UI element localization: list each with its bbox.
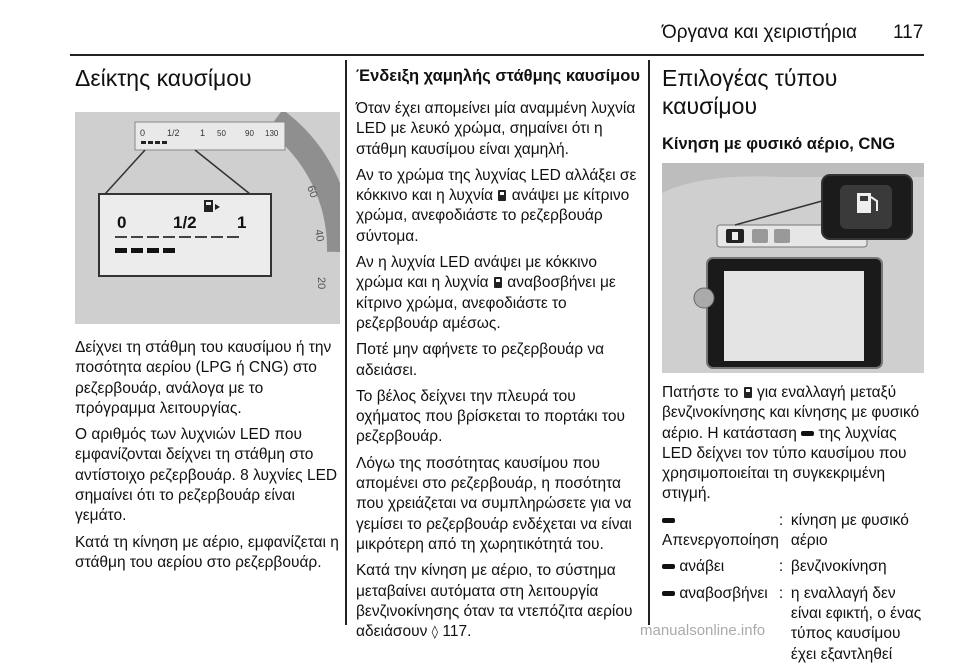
- text-span: αναβοσβήνει με κίτρινο χρώμα, ανεφοδιάστε το ρεζερβουάρ αμέσως.: [356, 274, 616, 332]
- text-span: Αν η λυχνία LED ανάψει με κόκκινο χρώμα και η λυχνία: [356, 254, 597, 292]
- led-status-icon: [662, 591, 675, 596]
- zoomed-fuel-gauge: [99, 194, 271, 276]
- dial-label-60: 60: [304, 183, 320, 200]
- paragraph: [356, 561, 642, 643]
- status-state: Απενεργοποίηση: [662, 532, 779, 550]
- fuel-gauge-figure: [75, 112, 340, 324]
- right-column: [662, 64, 924, 671]
- paragraph: [356, 166, 642, 247]
- fuel-selector-heading: Επιλογέας τύπου καυσίμου: [662, 65, 838, 119]
- cng-subheading: Κίνηση με φυσικό αέριο, CNG: [662, 135, 896, 153]
- page-reference[interactable]: 117.: [442, 623, 472, 641]
- text-span: της λυχνίας LED δείχνει τον τύπο καυσίμου που χρησιμοποιείται τη συγκεκριμένη στιγμή.: [662, 424, 907, 503]
- status-state: αναβοσβήνει: [679, 584, 768, 602]
- column-divider-2: [648, 60, 650, 625]
- paragraph: Το βέλος δείχνει την πλευρά του οχήματος που βρίσκεται το πορτάκι του ρεζερβουάρ.: [356, 387, 625, 446]
- fuel-pump-icon-window: [206, 202, 211, 205]
- status-separator: :: [778, 558, 784, 576]
- fuel-pump-icon-window: [860, 196, 868, 201]
- cluster-display: [135, 122, 285, 150]
- gauge-label-50: 50: [217, 129, 226, 138]
- led-status-table: [662, 511, 924, 671]
- text-span: για εναλλαγή μεταξύ βενζινοκίνησης και κίνησης με φυσικό αέριο. Η κατάσταση: [662, 384, 920, 442]
- text-span: Πατήστε το: [662, 384, 739, 401]
- watermark: manualsonline.info: [640, 622, 766, 639]
- status-meaning: κίνηση με φυσικό αέριο: [790, 511, 909, 550]
- fuel-pump-icon: [498, 190, 506, 201]
- console-button: [774, 229, 790, 243]
- status-cell: [662, 557, 779, 583]
- mini-led: [162, 141, 167, 144]
- cng-button-figure: [662, 163, 924, 373]
- led-status-icon: [662, 518, 675, 523]
- zoom-label-half: 1/2: [173, 213, 197, 232]
- gauge-label-130: 130: [265, 129, 279, 138]
- left-column: [75, 64, 340, 579]
- infotainment-screen: [724, 271, 864, 361]
- zoom-label-0: 0: [117, 213, 127, 232]
- mini-led: [141, 141, 146, 144]
- page-number: 117: [893, 22, 924, 43]
- page-header: [0, 0, 960, 43]
- middle-column: [356, 66, 642, 649]
- dial-label-40: 40: [312, 228, 326, 243]
- gauge-label-half: 1/2: [167, 128, 180, 138]
- paragraph: Κατά τη κίνηση με αέριο, εμφανίζεται η στάθμη του αερίου στο ρεζερβουάρ.: [75, 533, 339, 571]
- paragraph: Ποτέ μην αφήνετε το ρεζερβουάρ να αδειάσει.: [356, 341, 605, 379]
- fuel-pump-icon: [744, 387, 752, 398]
- paragraph: Όταν έχει απομείνει μία αναμμένη λυχνία LED με λευκό χρώμα, σημαίνει ότι η στάθμη καυσίμου είναι χαμηλή.: [356, 100, 636, 158]
- paragraph: [356, 253, 642, 334]
- console-button: [752, 229, 768, 243]
- text-span: ανάψει με κίτρινο χρώμα, ανεφοδιάστε το ρεζερβουάρ σύντομα.: [356, 187, 630, 245]
- mini-led: [155, 141, 160, 144]
- paragraph: Δείχνει τη στάθμη του καυσίμου ή την ποσότητα αερίου (LPG ή CNG) στο ρεζερβουάρ, ανάλογα με το πρόγραμμα λειτουργίας.: [75, 339, 332, 417]
- reference-arrow-icon: ◊: [431, 625, 439, 641]
- status-separator: :: [778, 511, 784, 529]
- led-status-icon: [662, 564, 675, 569]
- paragraph: [662, 383, 924, 505]
- column-divider-1: [345, 60, 347, 625]
- section-title: Όργανα και χειριστήρια: [662, 22, 858, 43]
- gauge-label-1: 1: [200, 128, 206, 138]
- status-separator: :: [778, 584, 784, 602]
- status-state: ανάβει: [679, 558, 725, 576]
- low-fuel-heading: Ένδειξη χαμηλής στάθμης καυσίμου: [356, 67, 640, 85]
- zoom-label-1: 1: [237, 213, 247, 232]
- text-span: Αν το χρώμα της λυχνίας LED αλλάξει σε κόκκινο και η λυχνία: [356, 166, 637, 205]
- fuel-pump-icon: [204, 200, 213, 212]
- status-meaning: βενζινοκίνηση: [790, 558, 887, 576]
- table-row: [662, 511, 924, 558]
- paragraph: Λόγω της ποσότητας καυσίμου που απομένει στο ρεζερβουάρ, η ποσότητα που χρειάζεται να συμπληρώσετε για να γεμίσει το ρεζερβουάρ ενδέχεται να είναι μικρότερη από τη χωρητικότητά του.: [356, 454, 632, 553]
- volume-knob: [694, 288, 714, 308]
- text-span: Κατά την κίνηση με αέριο, το σύστημα μεταβαίνει αυτόματα στη λειτουργία βενζινοκίνησης όταν τα ντεπόζιτα αερίου αδειάσουν: [356, 562, 633, 641]
- gauge-label-90: 90: [245, 129, 254, 138]
- dial-label-20: 20: [315, 277, 327, 290]
- led-status-icon: [801, 431, 814, 436]
- fuel-pump-icon: [494, 277, 502, 288]
- mini-led: [148, 141, 153, 144]
- header-rule: [70, 54, 924, 56]
- paragraph: Ο αριθμός των λυχνιών LED που εμφανίζονται δείχνει τη στάθμη στο αντίστοιχο ρεζερβουάρ. 8 λυχνίες LED σημαίνει ότι το ρεζερβουάρ είναι γεμάτο.: [75, 426, 338, 525]
- table-row: [662, 557, 924, 583]
- fuel-gauge-heading: Δείκτης καυσίμου: [75, 65, 252, 91]
- gauge-label-0: 0: [140, 128, 146, 138]
- status-meaning: η εναλλαγή δεν είναι εφικτή, ο ένας τύπος καυσίμου έχει εξαντληθεί: [790, 584, 922, 663]
- fuel-selector-button-icon: [732, 232, 738, 240]
- status-cell: [662, 511, 779, 558]
